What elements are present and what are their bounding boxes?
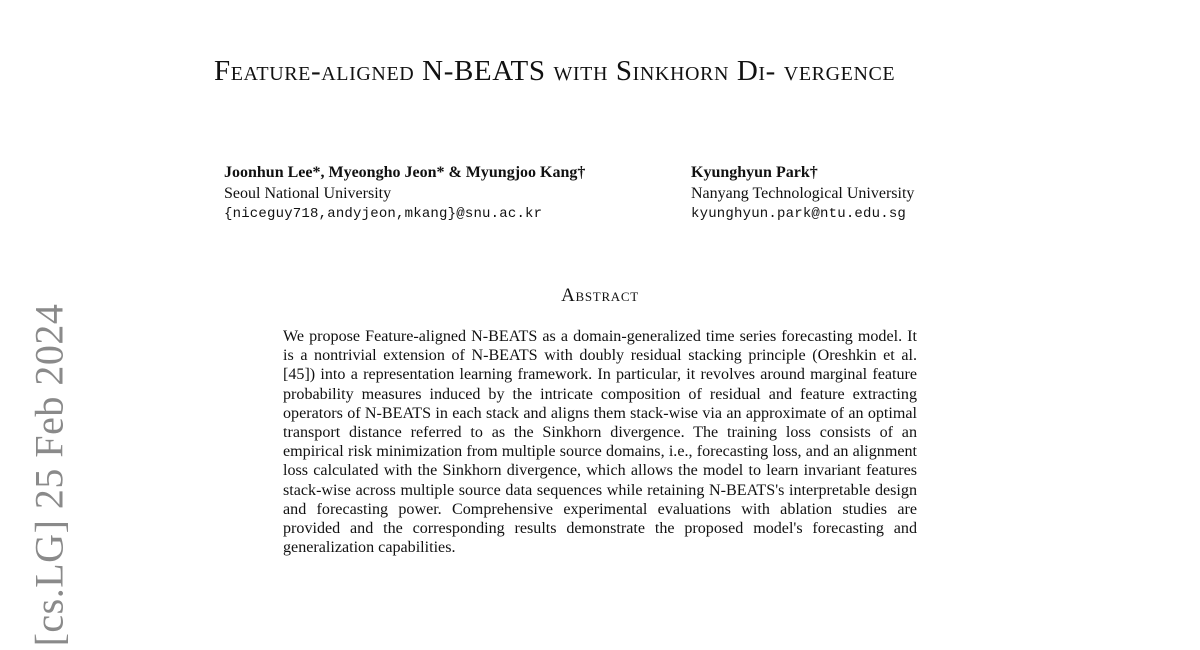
paper-title: Feature-aligned N-BEATS with Sinkhorn Di- vergence <box>214 55 896 87</box>
author-names-left: Joonhun Lee*, Myeongho Jeon* & Myungjoo Kang† <box>224 164 586 181</box>
author-block-left <box>224 162 585 225</box>
author-names-right: Kyunghyun Park† <box>691 164 818 181</box>
abstract-paragraph: We propose Feature-aligned N-BEATS as a domain-generalized time series forecasting model. It is a nontrivial extension of N-BEATS with doubly residual stacking principle (Oreshkin et al. [45]) into a representation learning framework. In particular, it revolves around marginal feature probability measures induced by the intricate composition of residual and feature extracting operators of N-BEATS in each stack and aligns them stack-wise via an approximate of an optimal transport distance referred to as the Sinkhorn divergence. The training loss consists of an empirical risk minimization from multiple source domains, i.e., forecasting loss, and an alignment loss calculated with the Sinkhorn divergence, which allows the model to learn invariant features stack-wise across multiple source data sequences while retaining N-BEATS's interpretable design and forecasting power. Comprehensive experimental evaluations with ablation studies are provided and the corresponding results demonstrate the proposed model's forecasting and generalization capabilities. <box>283 328 917 557</box>
author-block-right <box>691 162 914 225</box>
author-affiliation-left: Seoul National University <box>224 185 392 202</box>
author-email-right[interactable]: kyunghyun.park@ntu.edu.sg <box>691 206 907 222</box>
abstract-heading: Abstract <box>561 285 639 306</box>
abstract-body <box>283 327 917 557</box>
author-email-left[interactable]: {niceguy718,andyjeon,mkang}@snu.ac.kr <box>224 206 543 222</box>
arxiv-stamp-text: [cs.LG] 25 Feb 2024 <box>26 303 72 647</box>
author-affiliation-right: Nanyang Technological University <box>691 185 915 202</box>
arxiv-side-stamp <box>27 300 71 650</box>
